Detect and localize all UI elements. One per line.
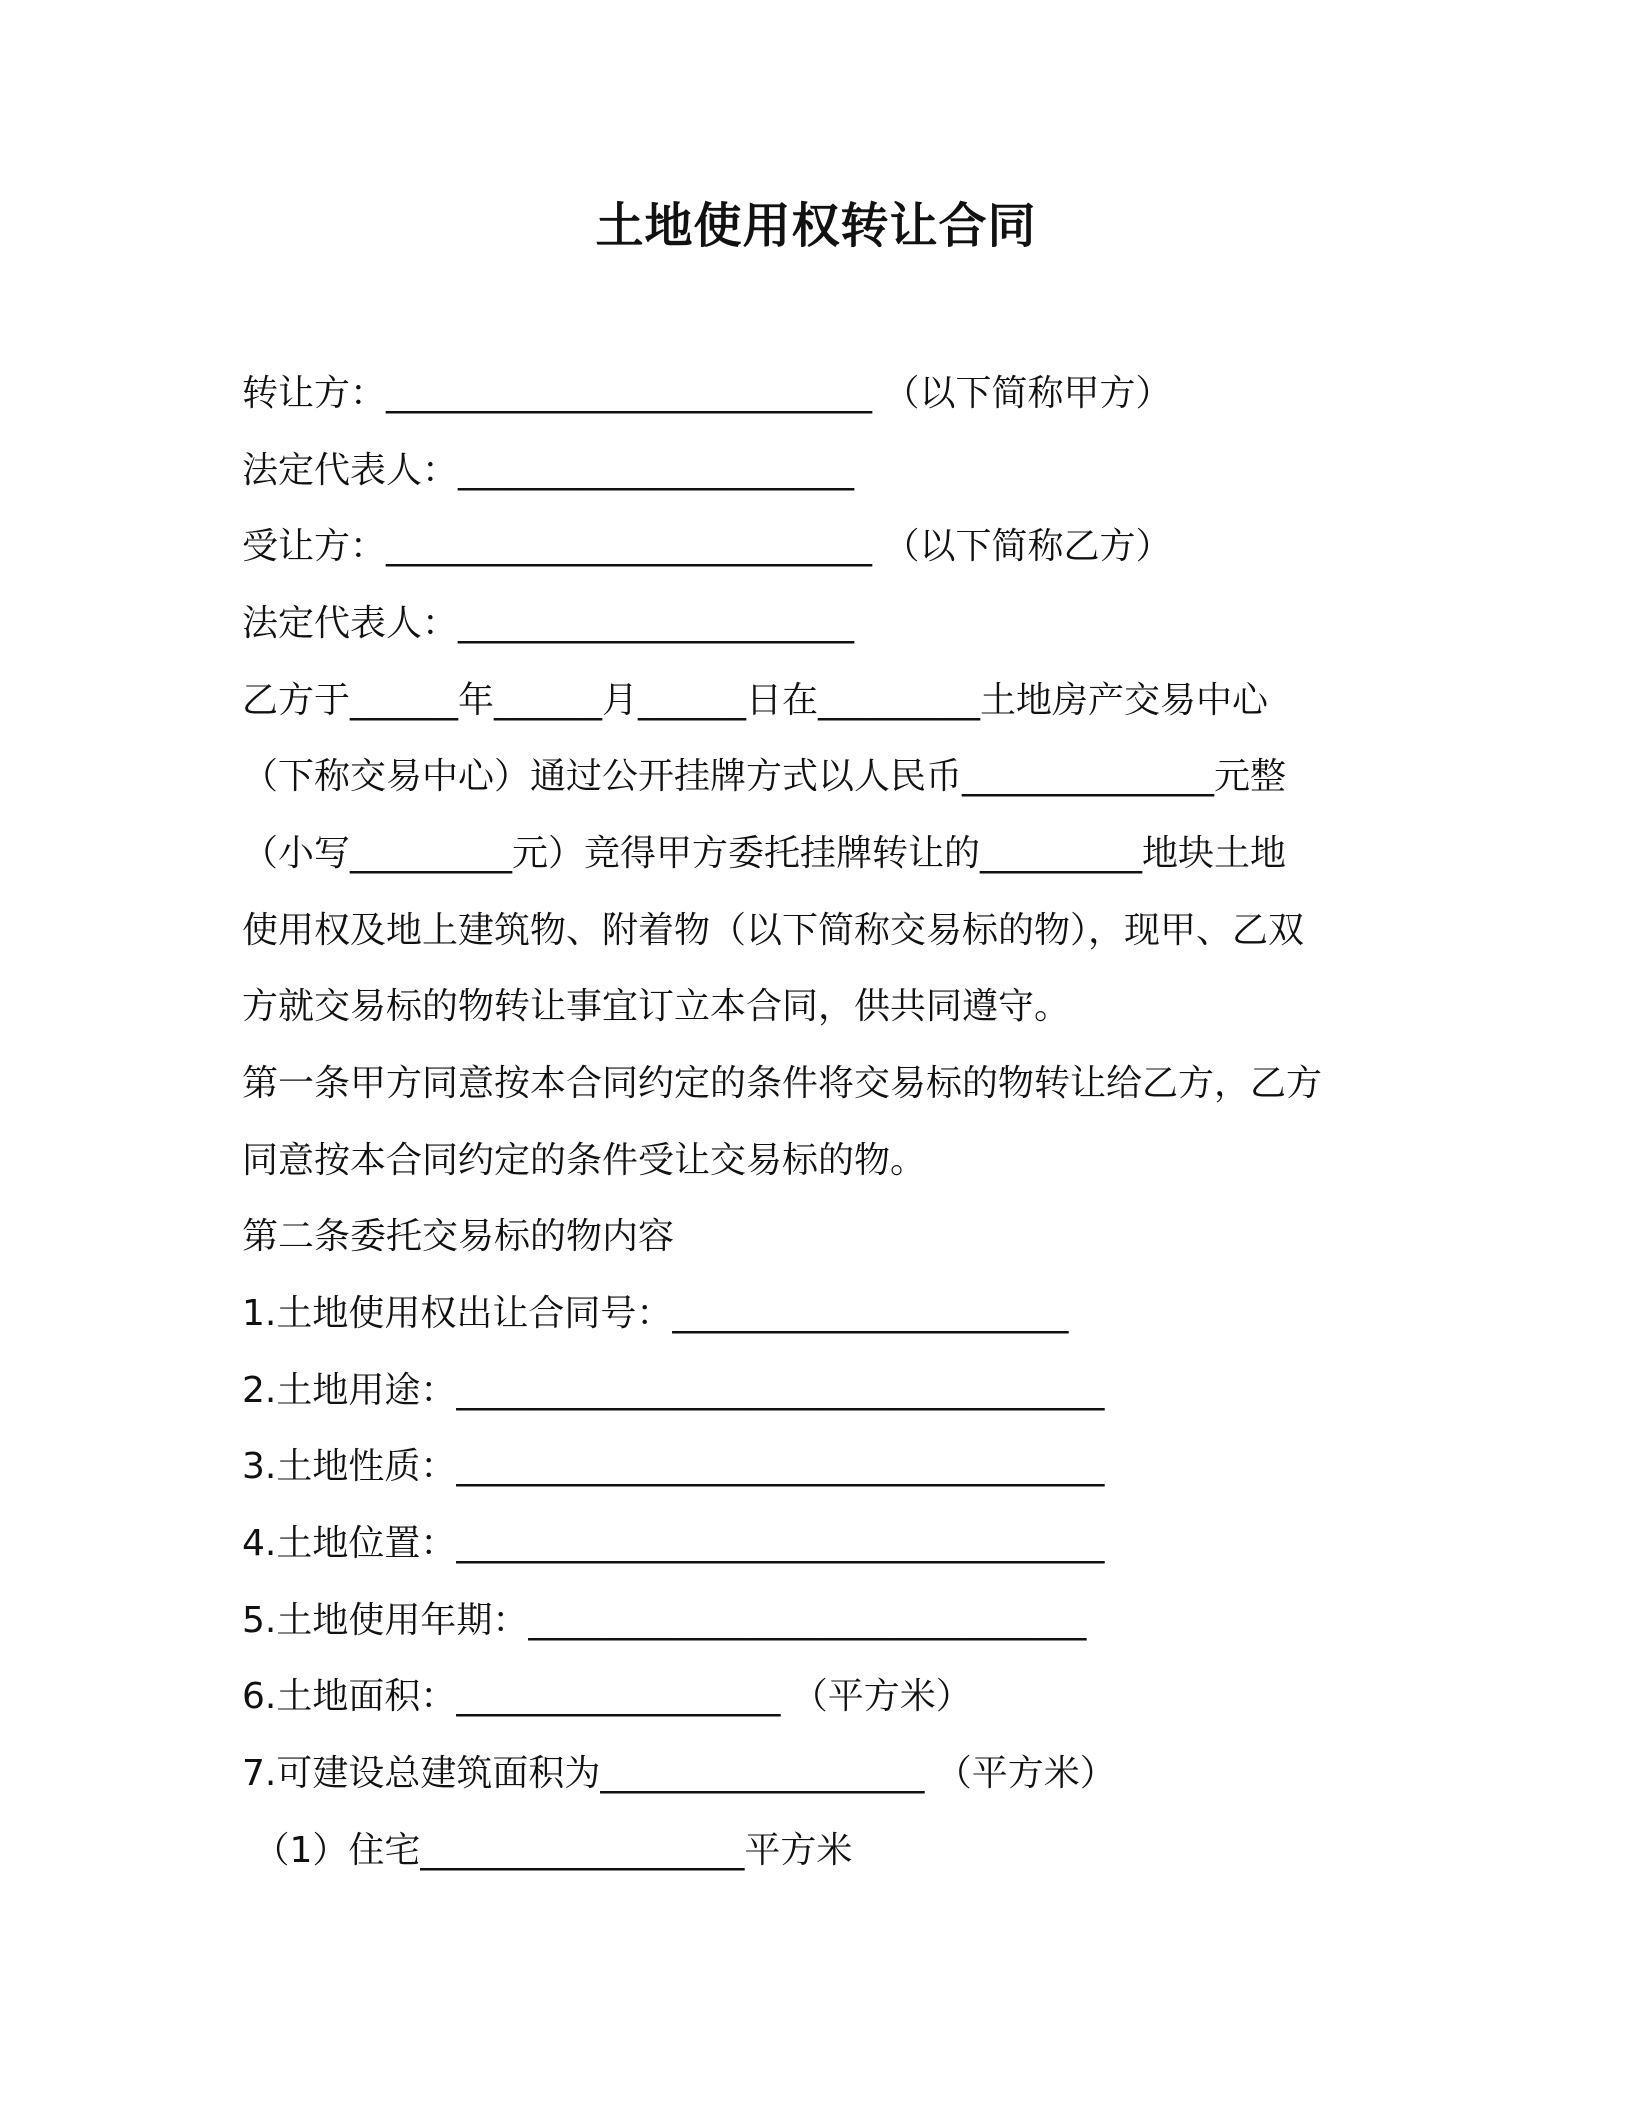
transferee-representative-line: 法定代表人：______________________ xyxy=(242,603,855,644)
document-title: 土地使用权转让合同 xyxy=(595,198,1037,254)
article-1-line-2: 同意按本合同约定的条件受让交易标的物。 xyxy=(242,1140,927,1181)
preamble-line-1: 乙方于______年______月______日在_________土地房产交易中心 xyxy=(242,680,1269,721)
item-land-location: 4.土地位置：____________________________________ xyxy=(242,1523,1105,1564)
preamble-line-5: 方就交易标的物转让事宜订立本合同，供共同遵守。 xyxy=(242,986,1071,1027)
item-land-use: 2.土地用途：____________________________________ xyxy=(242,1370,1105,1411)
preamble-line-4: 使用权及地上建筑物、附着物（以下简称交易标的物），现甲、乙双 xyxy=(242,910,1305,951)
article-2-heading: 第二条委托交易标的物内容 xyxy=(242,1216,675,1257)
article-1-line-1: 第一条甲方同意按本合同约定的条件将交易标的物转让给乙方，乙方 xyxy=(242,1063,1323,1104)
item-land-term: 5.土地使用年期：_______________________________ xyxy=(242,1600,1087,1641)
item-contract-number: 1.土地使用权出让合同号：______________________ xyxy=(242,1293,1069,1334)
item-building-area: 7.可建设总建筑面积为__________________ （平方米） xyxy=(242,1753,1116,1794)
preamble-line-2: （下称交易中心）通过公开挂牌方式以人民币______________元整 xyxy=(242,756,1287,797)
item-land-area: 6.土地面积：__________________ （平方米） xyxy=(242,1676,972,1717)
transferor-line: 转让方：___________________________ （以下简称甲方） xyxy=(242,373,1172,414)
item-residential-area: （1）住宅__________________平方米 xyxy=(242,1830,853,1871)
transferor-representative-line: 法定代表人：______________________ xyxy=(242,450,855,491)
transferee-line: 受让方：___________________________ （以下简称乙方） xyxy=(242,526,1172,567)
item-land-nature: 3.土地性质：____________________________________ xyxy=(242,1446,1105,1487)
preamble-line-3: （小写_________元）竞得甲方委托挂牌转让的_________地块土地 xyxy=(242,833,1287,874)
